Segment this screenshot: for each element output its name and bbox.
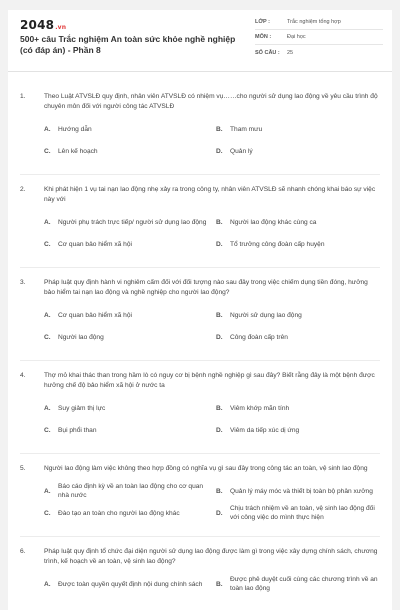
question-item xyxy=(20,547,380,595)
answer-option[interactable] xyxy=(216,140,380,162)
question-text xyxy=(20,371,380,391)
answer-letter: A. xyxy=(44,404,51,412)
answer-text: Tham mưu xyxy=(230,125,263,133)
question-divider xyxy=(20,453,380,454)
answer-text: Tổ trưởng công đoàn cấp huyện xyxy=(230,240,325,248)
question-body: Theo Luật ATVSLĐ quy định, nhân viên ATVSLĐ có nhiệm vụ……cho người sử dụng lao động về yêu cầu trình độ chuyên môn đối với người công tác ATVSLĐ xyxy=(44,93,378,110)
question-body: Thợ mỏ khai thác than trong hầm lò có nguy cơ bị bệnh nghề nghiệp gì sau đây? Biết rằng đây là một bệnh được hưởng chế độ bảo hiểm xã hội ở nước ta xyxy=(44,372,375,389)
question-number: 4. xyxy=(20,372,26,379)
answer-letter: B. xyxy=(216,125,223,133)
question-item xyxy=(20,464,380,524)
meta-row xyxy=(255,30,383,45)
question-text xyxy=(20,464,380,474)
document-title: 500+ câu Trắc nghiệm An toàn sức khỏe nghề nghiệp (có đáp án) - Phần 8 xyxy=(20,34,236,55)
answer-option[interactable] xyxy=(216,233,380,255)
question-number: 6. xyxy=(20,548,26,555)
question-number: 5. xyxy=(20,465,26,472)
answer-text: Quản lý máy móc và thiết bị toàn bộ phân xưởng xyxy=(230,487,373,495)
answer-text: Chịu trách nhiệm về an toàn, vệ sinh lao động đối với công việc do mình thực hiện xyxy=(230,505,375,521)
answer-option[interactable] xyxy=(216,118,380,140)
answer-text: Được phê duyệt cuối cùng các chương trình về an toàn lao động xyxy=(230,576,378,592)
answer-option[interactable] xyxy=(216,573,380,595)
answer-option[interactable] xyxy=(44,419,208,441)
answer-text: Người phụ trách trực tiếp/ người sử dụng lao động xyxy=(58,218,207,226)
answer-text: Hướng dẫn xyxy=(58,125,92,133)
question-item xyxy=(20,371,380,441)
answer-text: Quản lý xyxy=(230,147,253,155)
answer-letter: D. xyxy=(216,147,223,155)
answer-letter: A. xyxy=(44,125,51,133)
answer-text: Bụi phổi than xyxy=(58,426,97,434)
answer-option[interactable] xyxy=(44,480,208,502)
question-body: Pháp luật quy định hành vi nghiêm cấm đối với đối tượng nào sau đây trong việc chiếm dụng tiền đóng, hưởng bảo hiểm tai nạn lao động và nghề nghiệp cho người lao động? xyxy=(44,279,368,296)
question-number: 3. xyxy=(20,279,26,286)
question-item xyxy=(20,92,380,162)
answer-text: Cơ quan bảo hiểm xã hội xyxy=(58,240,132,248)
answer-text: Viêm da tiếp xúc dị ứng xyxy=(230,426,300,434)
answer-option[interactable] xyxy=(44,573,208,595)
question-divider xyxy=(20,360,380,361)
document-header xyxy=(8,10,392,72)
answer-letter: C. xyxy=(44,333,51,341)
answer-text: Được toàn quyền quyết định nội dung chính sách xyxy=(58,580,203,588)
meta-info xyxy=(255,15,383,60)
answer-text: Báo cáo định kỳ về an toàn lao động cho cơ quan nhà nước xyxy=(58,483,204,499)
question-text xyxy=(20,278,380,298)
question-body: Khi phát hiện 1 vụ tai nạn lao động nhẹ xảy ra trong công ty, nhân viên ATVSLĐ sẽ nhanh chóng khai báo sự việc này với xyxy=(44,186,376,203)
question-number: 1. xyxy=(20,93,26,100)
answer-letter: D. xyxy=(216,426,223,434)
answer-option[interactable] xyxy=(44,304,208,326)
answer-letter: B. xyxy=(216,580,223,588)
answer-grid xyxy=(20,304,380,348)
answer-letter: A. xyxy=(44,487,51,495)
question-list xyxy=(8,72,392,595)
site-logo[interactable]: 2048.vn xyxy=(20,18,67,32)
meta-value: Đại học xyxy=(287,34,306,40)
answer-option[interactable] xyxy=(44,118,208,140)
answer-text: Suy giảm thị lực xyxy=(58,404,106,412)
meta-label: SỐ CÂU : xyxy=(255,49,280,56)
meta-value: 25 xyxy=(287,49,294,56)
answer-option[interactable] xyxy=(216,502,380,524)
answer-text: Cơ quan bảo hiểm xã hội xyxy=(58,311,132,319)
meta-label: MÔN : xyxy=(255,34,272,40)
answer-letter: A. xyxy=(44,311,51,319)
answer-letter: C. xyxy=(44,240,51,248)
answer-letter: B. xyxy=(216,487,223,495)
answer-letter: C. xyxy=(44,509,51,517)
answer-text: Viêm khớp mãn tính xyxy=(230,404,290,412)
answer-text: Đào tạo an toàn cho người lao động khác xyxy=(58,509,180,517)
question-divider xyxy=(20,174,380,175)
answer-option[interactable] xyxy=(216,480,380,502)
meta-label: LỚP : xyxy=(255,19,270,25)
question-body: Người lao động làm việc không theo hợp đồng có nghĩa vụ gì sau đây trong công tác an toàn, vệ sinh lao động xyxy=(44,465,368,472)
answer-text: Người lao động khác cùng ca xyxy=(230,218,317,226)
answer-letter: A. xyxy=(44,580,51,588)
meta-value: Trắc nghiệm tổng hợp xyxy=(287,19,341,25)
answer-option[interactable] xyxy=(44,326,208,348)
question-item xyxy=(20,278,380,348)
answer-option[interactable] xyxy=(44,211,208,233)
answer-grid xyxy=(20,118,380,162)
question-body: Pháp luật quy định tổ chức đại diện người sử dụng lao động được làm gì trong việc xây dựng chính sách, chương trình, kế hoạch về an toàn, vệ sinh lao động? xyxy=(44,548,378,565)
question-divider xyxy=(20,536,380,537)
question-text xyxy=(20,547,380,567)
answer-option[interactable] xyxy=(44,502,208,524)
answer-text: Người sử dụng lao động xyxy=(230,311,302,319)
answer-option[interactable] xyxy=(44,140,208,162)
meta-row xyxy=(255,15,383,30)
answer-option[interactable] xyxy=(216,304,380,326)
answer-letter: B. xyxy=(216,218,223,226)
answer-letter: B. xyxy=(216,404,223,412)
answer-letter: C. xyxy=(44,147,51,155)
question-number: 2. xyxy=(20,186,26,193)
answer-grid xyxy=(20,573,380,595)
answer-grid xyxy=(20,211,380,255)
document-page xyxy=(8,10,392,610)
answer-grid xyxy=(20,480,380,524)
answer-text: Công đoàn cấp trên xyxy=(230,333,288,341)
answer-letter: B. xyxy=(216,311,223,319)
answer-option[interactable] xyxy=(216,211,380,233)
answer-letter: D. xyxy=(216,509,223,517)
answer-option[interactable] xyxy=(216,326,380,348)
answer-option[interactable] xyxy=(44,233,208,255)
answer-text: Người lao động xyxy=(58,333,104,341)
question-text xyxy=(20,92,380,112)
question-divider xyxy=(20,267,380,268)
meta-row xyxy=(255,45,383,60)
answer-text: Lên kế hoạch xyxy=(58,147,98,155)
answer-grid xyxy=(20,397,380,441)
answer-letter: D. xyxy=(216,240,223,248)
answer-letter: A. xyxy=(44,218,51,226)
answer-option[interactable] xyxy=(216,419,380,441)
answer-letter: C. xyxy=(44,426,51,434)
answer-option[interactable] xyxy=(216,397,380,419)
question-text xyxy=(20,185,380,205)
question-item xyxy=(20,185,380,255)
answer-letter: D. xyxy=(216,333,223,341)
answer-option[interactable] xyxy=(44,397,208,419)
